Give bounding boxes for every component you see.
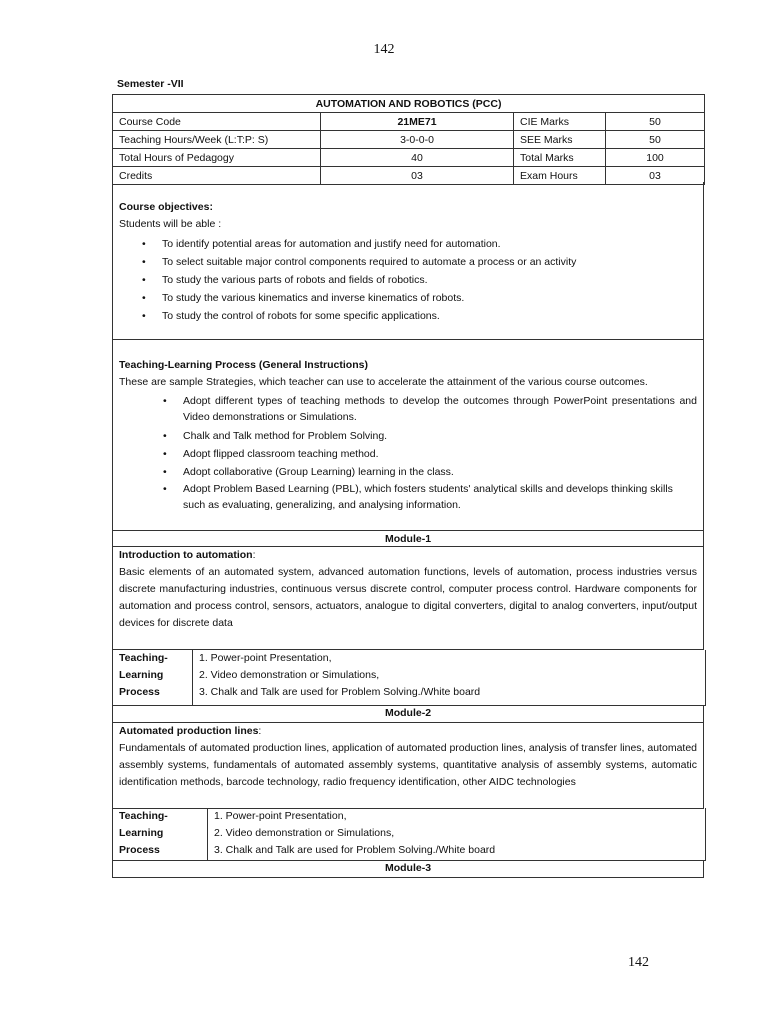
info-value: 40 <box>321 149 514 167</box>
list-item: • To select suitable major control components required to automate a process or an activity <box>162 253 697 271</box>
info-value: 100 <box>606 149 705 167</box>
info-label: Exam Hours <box>514 167 606 185</box>
objectives-heading: Course objectives: <box>119 201 213 213</box>
teaching-learning-general <box>112 340 704 531</box>
info-value: 3-0-0-0 <box>321 131 514 149</box>
list-item: • Chalk and Talk method for Problem Solving. <box>183 427 697 445</box>
module-topic: Automated production lines <box>119 725 259 737</box>
list-item: • To identify potential areas for automation and justify need for automation. <box>162 235 697 253</box>
info-value: 03 <box>321 167 514 185</box>
course-objectives <box>112 182 704 340</box>
course-title: AUTOMATION AND ROBOTICS (PCC) <box>113 95 705 113</box>
info-label: Teaching Hours/Week (L:T:P: S) <box>113 131 321 149</box>
module-body: Basic elements of an automated system, advanced automation functions, levels of automation, process industries versus discrete manufacturing industries, continuous versus discrete control, computer process control. Hardware components for automation and process control, sensors, actuators, analogue to digital converters, digital to analog converters, input/output devices for discrete data <box>119 566 697 629</box>
table-row <box>113 113 705 131</box>
table-row <box>113 149 705 167</box>
tlp-label: Teaching- <box>119 810 168 822</box>
tlp-intro: These are sample Strategies, which teacher can use to accelerate the attainment of the various course outcomes. <box>119 376 648 388</box>
tlp-label: Process <box>119 686 160 698</box>
module-2-header: Module-2 <box>112 705 704 723</box>
list-item: • Adopt different types of teaching methods to develop the outcomes through PowerPoint presentations and Video demonstrations or Simulations. <box>183 393 697 425</box>
module-3-header: Module-3 <box>112 860 704 878</box>
list-item: • To study the various parts of robots and fields of robotics. <box>162 271 697 289</box>
info-value: 03 <box>606 167 705 185</box>
module-1-teaching-process <box>112 650 706 706</box>
list-item: • Adopt collaborative (Group Learning) learning in the class. <box>183 463 697 481</box>
page-number-bottom: 142 <box>628 955 649 970</box>
tlp-item: 3. Chalk and Talk are used for Problem Solving./White board <box>214 844 496 856</box>
info-label: Total Hours of Pedagogy <box>113 149 321 167</box>
info-label: Course Code <box>113 113 321 131</box>
module-topic: Introduction to automation <box>119 549 253 561</box>
objectives-intro: Students will be able : <box>119 218 222 230</box>
tlp-item: 1. Power-point Presentation, <box>199 652 332 664</box>
module-2-teaching-process <box>112 808 706 861</box>
tlp-item: 2. Video demonstration or Simulations, <box>214 827 395 839</box>
tlp-heading: Teaching-Learning Process (General Instructions) <box>119 359 368 371</box>
tlp-item: 3. Chalk and Talk are used for Problem Solving./White board <box>199 686 481 698</box>
module-body: Fundamentals of automated production lines, application of automated production lines, analysis of transfer lines, automated assembly systems, fundamentals of automated assembly systems, quantitative analysis of assembly systems, automatic identification methods, barcode technology, radio frequency identification, other AIDC technologies <box>119 742 697 788</box>
module-1-content: Introduction to automation: Basic elements of an automated system, advanced automation functions, levels of automation, process industries versus discrete manufacturing industries, continuous versus discrete control, computer process control. Hardware components for automation and process control, sensors, actuators, analogue to digital converters, digital to analog converters, input/output devices for discrete data <box>112 547 704 650</box>
info-value: 21ME71 <box>321 113 514 131</box>
info-label: Total Marks <box>514 149 606 167</box>
course-info-table <box>112 94 704 185</box>
info-label: SEE Marks <box>514 131 606 149</box>
semester-label: Semester -VII <box>117 78 184 90</box>
list-item: • Adopt flipped classroom teaching method. <box>183 445 697 463</box>
tlp-label: Teaching- <box>119 652 168 664</box>
list-item: • To study the control of robots for some specific applications. <box>162 307 697 325</box>
list-item: • Adopt Problem Based Learning (PBL), which fosters students' analytical skills and develops thinking skills such as evaluating, generalizing, and analysing information. <box>183 481 697 513</box>
tlp-item: 1. Power-point Presentation, <box>214 810 347 822</box>
tlp-item: 2. Video demonstration or Simulations, <box>199 669 380 681</box>
info-value: 50 <box>606 131 705 149</box>
tlp-label: Learning <box>119 669 164 681</box>
info-value: 50 <box>606 113 705 131</box>
module-1-header: Module-1 <box>112 531 704 547</box>
tlp-label: Learning Process <box>119 827 164 856</box>
list-item: • To study the various kinematics and inverse kinematics of robots. <box>162 289 697 307</box>
module-2-content: Automated production lines: Fundamentals of automated production lines, application of automated production lines, analysis of transfer lines, automated assembly systems, fundamentals of automated assembly systems, quantitative analysis of assembly systems, automatic identification methods, barcode technology, radio frequency identification, other AIDC technologies <box>112 723 704 809</box>
page-number-top: 142 <box>373 42 395 57</box>
table-row <box>113 131 705 149</box>
info-label: CIE Marks <box>514 113 606 131</box>
info-label: Credits <box>113 167 321 185</box>
